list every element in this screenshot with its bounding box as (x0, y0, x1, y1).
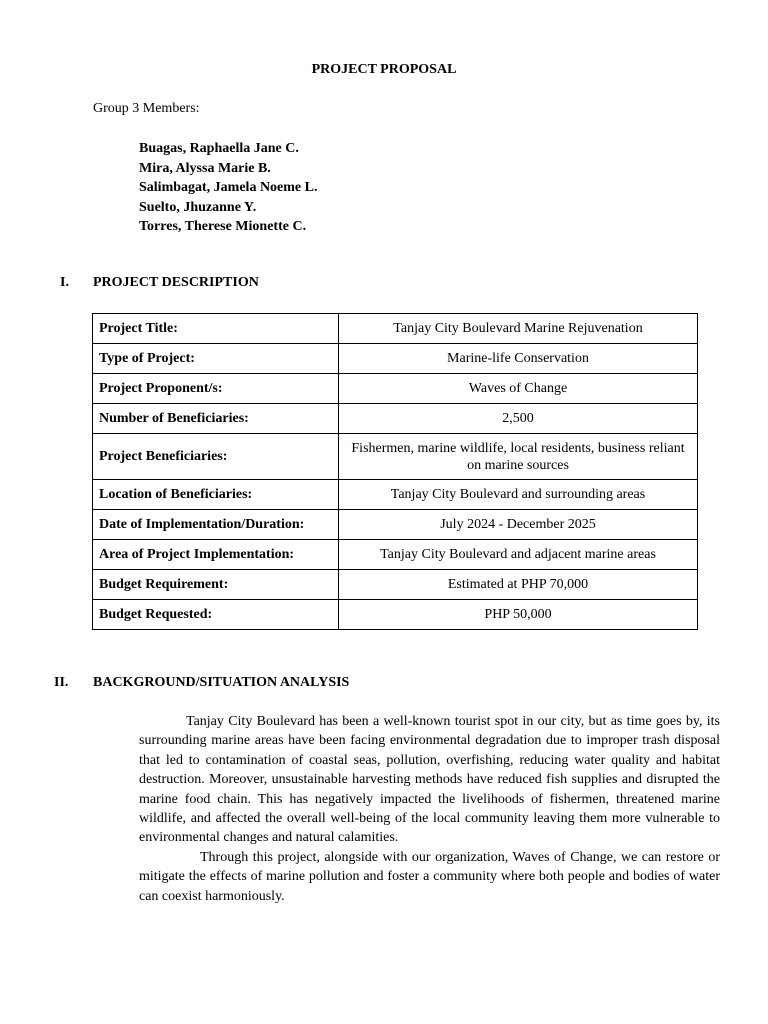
row-label: Date of Implementation/Duration: (93, 510, 339, 540)
member-name: Suelto, Jhuzanne Y. (139, 199, 257, 215)
background-body (139, 712, 720, 906)
section-title: PROJECT DESCRIPTION (93, 275, 259, 290)
row-label: Project Title: (93, 314, 339, 344)
background-paragraph: Through this project, alongside with our organization, Waves of Change, we can restore or mitigate the effects of marine pollution and foster a community where both people and bodies of water can coexist harmoniously. (139, 849, 720, 904)
row-value: Fishermen, marine wildlife, local residents, business reliant on marine sources (339, 434, 698, 480)
row-value: PHP 50,000 (339, 600, 698, 630)
table-row (93, 540, 698, 570)
row-value: Tanjay City Boulevard and adjacent marine areas (339, 540, 698, 570)
group-label: Group 3 Members: (93, 101, 200, 116)
row-value: Marine-life Conservation (339, 344, 698, 374)
row-value: July 2024 - December 2025 (339, 510, 698, 540)
table-row (93, 404, 698, 434)
row-label: Location of Beneficiaries: (93, 480, 339, 510)
table-row (93, 344, 698, 374)
row-label: Project Proponent/s: (93, 374, 339, 404)
table-row (93, 314, 698, 344)
row-value: Tanjay City Boulevard and surrounding areas (339, 480, 698, 510)
row-label: Type of Project: (93, 344, 339, 374)
member-list (139, 139, 317, 237)
member-name: Salimbagat, Jamela Noeme L. (139, 180, 318, 195)
member-name: Mira, Alyssa Marie B. (139, 160, 271, 176)
member-name: Torres, Therese Mionette C. (139, 219, 307, 234)
background-paragraph: Tanjay City Boulevard has been a well-known tourist spot in our city, but as time goes by, its surrounding marine areas have been facing environmental degradation due to improper trash disposal that led to contamination of coastal seas, pollution, overfishing, reducing water quality and habitat destruction. Moreover, unsustainable harvesting methods have reduced fish supplies and disrupted the marine food chain. This has negatively impacted the livelihoods of fishermen, threatened marine wildlife, and affected the overall well-being of the local community leaving them more vulnerable to environmental changes and natural calamities. (139, 714, 720, 846)
row-label: Budget Requested: (93, 600, 339, 630)
table-row (93, 570, 698, 600)
row-value: Tanjay City Boulevard Marine Rejuvenation (339, 314, 698, 344)
row-label: Number of Beneficiaries: (93, 404, 339, 434)
row-label: Project Beneficiaries: (93, 434, 339, 480)
table-row (93, 510, 698, 540)
row-value: Waves of Change (339, 374, 698, 404)
page-title: PROJECT PROPOSAL (311, 62, 457, 77)
table-row (93, 374, 698, 404)
section-title: BACKGROUND/SITUATION ANALYSIS (93, 675, 350, 690)
row-value: Estimated at PHP 70,000 (339, 570, 698, 600)
row-value: 2,500 (339, 404, 698, 434)
section-numeral: II. (54, 675, 69, 690)
row-label: Budget Requirement: (93, 570, 339, 600)
row-label: Area of Project Implementation: (93, 540, 339, 570)
table-row (93, 434, 698, 480)
table-row (93, 600, 698, 630)
table-row (93, 480, 698, 510)
project-description-table (92, 313, 698, 630)
section-numeral: I. (60, 275, 69, 290)
member-name: Buagas, Raphaella Jane C. (139, 141, 299, 156)
